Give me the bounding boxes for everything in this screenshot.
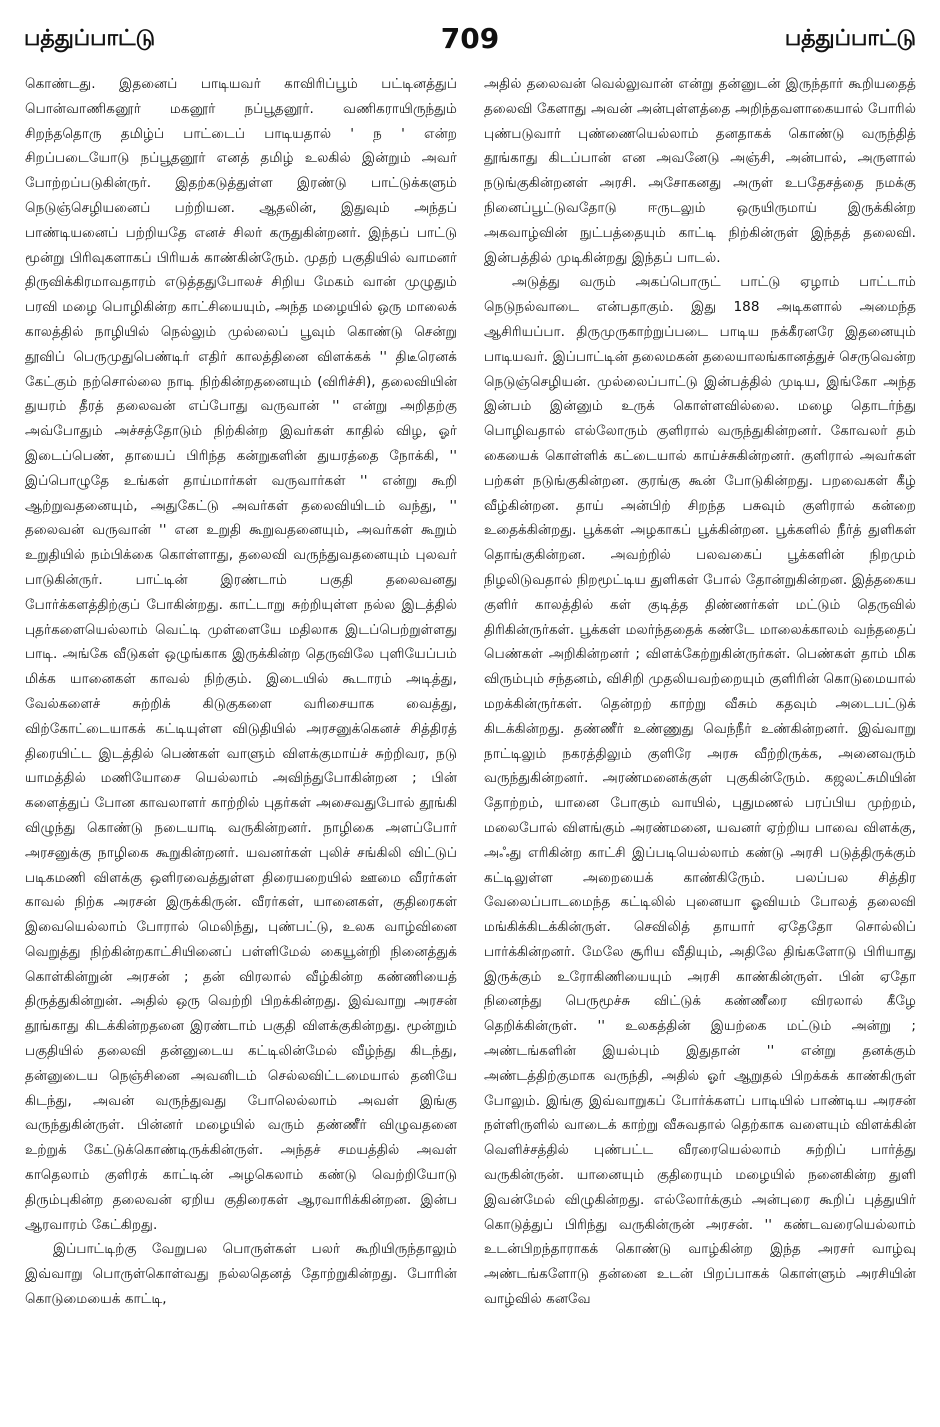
running-title-right: பத்துப்பாட்டு — [784, 26, 916, 51]
right-column — [484, 72, 916, 1312]
paragraph: கொண்டது. இதனைப் பாடியவர் காவிரிப்பூம் பட்டினத்துப் பொன்வாணிகனூர் மகனூர் நப்பூதனூர். வணிகராயிருந்தும் சிறந்ததொரு தமிழ்ப் பாட்டைப் பாடியதால் ' ந ' என்ற சிறப்படையோடு நப்பூதனூர் எனத் தமிழ் உலகில் இன்றும் அவர் போற்றப்படுகின்ருர். இதற்கடுத்துள்ள இரண்டு பாட்டுக்களும் நெடுஞ்செழியனைப் பற்றியன. ஆதலின், இதுவும் அந்தப் பாண்டியனைப் பற்றியதே எனச் சிலர் கருதுகின்றனர். இந்தப் பாட்டு மூன்று பிரிவுகளாகப் பிரியக் காண்கின்ருேம். முதற் பகுதியில் வாமனர் திருவிக்கிரமாவதாரம் எடுத்ததுபோலச் சிறிய மேகம் வான் முழுதும் பரவி மழை பொழிகின்ற காட்சியையும், அந்த மழையில் ஒரு மாலைக் காலத்தில் நாழியில் நெல்லும் முல்லைப் பூவும் கொண்டு சென்று தூவிப் பெருமுதுபெண்டிர் எதிர் காலத்தினை விளக்கக் '' திடீரெனக் கேட்கும் நற்சொல்லை நாடி நிற்கின்றதனையும் (விரிச்சி), தலைவியின் துயரம் தீரத் தலைவன் எப்போது வருவான் '' என்று அறிதற்கு அவ்போதும் அச்சத்தோடும் நிற்கின்ற இவர்கள் காதில் விழ, ஓர் இடைப்பெண், தாயைப் பிரிந்த கன்றுகளின் துயரத்தை நோக்கி, '' இப்பொழுதே உங்கள் தாய்மார்கள் வருவார்கள் '' என்று கூறி ஆற்றுவதனையும், அதுகேட்டு அவர்கள் தலைவியிடம் வந்து, '' தலைவன் வருவான் '' என உறுதி கூறுவதனையும், அவர்கள் கூறும் உறுதியில் நம்பிக்கை கொள்ளாது, தலைவி வருந்துவதனையும் புலவர் பாடுகின்ருர். பாட்டின் இரண்டாம் பகுதி தலைவனது போர்க்களத்திற்குப் போகின்றது. காட்டாறு சுற்றியுள்ள நல்ல இடத்தில் புதர்களையெல்லாம் வெட்டி முள்ளையே மதிலாக இடப்பெற்றுள்ளது பாடி. அங்கே வீடுகள் ஒழுங்காக இருக்கின்ற தெருவிலே புளியேப்பம் மிக்க யானைகள் காவல் நிற்கும். இடையில் கூடாரம் அடித்து, வேல்களைச் சுற்றிக் கிடுகுகளை வரிசையாக வைத்து, விற்கோட்டையாகக் கட்டியுள்ள விடுதியில் அரசனுக்கெனச் சித்திரத் திரையிட்ட இடத்தில் பெண்கள் வாளும் விளக்குமாய்ச் சுற்றிவர, நடு யாமத்தில் மணியோசை யெல்லாம் அவிந்துபோகின்றன ; பின் களைத்துப் போன காவலாளர் காற்றில் புதர்கள் அசைவதுபோல் தூங்கி விழுந்து கொண்டு நடையாடி வருகின்றனர். நாழிகை அளப்போர் அரசனுக்கு நாழிகை கூறுகின்றனர். யவனர்கள் புலிச் சங்கிலி விட்டுப் படிகமணி விளக்கு ஒளிரவைத்துள்ள திரையறையில் ஊமை வீரர்கள் காவல் நிற்க அரசன் இருக்கிருன். வீரர்கள், யானைகள், குதிரைகள் இவையெல்லாம் போரால் மெலிந்து, புண்பட்டு, உலக வாழ்வினை வெறுத்து நிற்கின்றகாட்சியினைப் பள்ளிமேல் கையூன்றி நினைத்துக் கொள்கின்றுன் அரசன் ; தன் விரலால் வீழ்கின்ற கண்ணியைத் திருத்துகின்றுன். அதில் ஒரு வெற்றி பிறக்கின்றது. இவ்வாறு அரசன் தூங்காது கிடக்கின்றதனை இரண்டாம் பகுதி விளக்குகின்றது. மூன்றும் பகுதியில் தலைவி தன்னுடைய கட்டிலின்மேல் வீழ்ந்து கிடந்து, தன்னுடைய நெஞ்சினை அவனிடம் செல்லவிட்டமையால் தனியே கிடந்து, அவன் வருந்துவது போலெல்லாம் அவள் இங்கு வருந்துகின்ருள். பின்னர் மழையில் வரும் தண்ணீர் விழுவதனை உற்றுக் கேட்டுக்கொண்டிருக்கின்ருள். அந்தச் சமயத்தில் அவள் காதெலாம் குளிரக் காட்டின் அழகெலாம் கண்டு வெற்றியோடு திரும்புகின்ற தலைவன் ஏறிய குதிரைகள் ஆரவாரிக்கின்றன. இன்ப ஆரவாரம் கேட்கிறது. — [25, 76, 457, 1233]
paragraph: அடுத்து வரும் அகப்பொருட் பாட்டு ஏழாம் பாட்டாம் நெடுநல்வாடை என்பதாகும். இது 188 அடிகளால் அமைந்த ஆசிரியப்பா. திருமுருகாற்றுப்படை பாடிய நக்கீரனரே இதனையும் பாடியவர். இப்பாட்டின் தலைமகன் தலையாலங்கானத்துச் செருவென்ற நெடுஞ்செழியன். முல்லைப்பாட்டு இன்பத்தில் முடிய, இங்கோ அந்த இன்பம் இன்னும் உருக் கொள்ளவில்லை. மழை தொடர்ந்து பொழிவதால் எல்லோரும் குளிரால் வருந்துகின்றனர். கோவலர் தம் கையைக் கொள்ளிக் கட்டையால் காய்ச்சுகின்றனர். குளிரால் அவர்கள் பற்கள் நடுங்குகின்றன. குரங்கு கூன் போடுகின்றது. பறவைகள் கீழ் வீழ்கின்றன. தாய் அன்பிற் சிறந்த பசுவும் குளிரால் கன்றை உதைக்கின்றது. பூக்கள் அழகாகப் பூக்கின்றன. பூக்களில் நீர்த் துளிகள் தொங்குகின்றன. அவற்றில் பலவகைப் பூக்களின் நிறமும் நிழலிடுவதால் நிறமூட்டிய துளிகள் போல் தோன்றுகின்றன. இத்தகைய குளிர் காலத்தில் கள் குடித்த திண்ணர்கள் மட்டும் தெருவில் திரிகின்ருர்கள். பூக்கள் மலர்ந்ததைக் கண்டே மாலைக்காலம் வந்ததைப் பெண்கள் அறிகின்றனர் ; விளக்கேற்றுகின்ருர்கள். பெண்கள் தாம் மிக விரும்பும் சந்தனம், விசிறி முதலியவற்றையும் குளிரின் கொடுமையால் மறக்கின்ருர்கள். தென்றற் காற்று வீசும் கதவும் அடைபட்டுக் கிடக்கின்றது. தண்ணீர் உண்ணுது வெந்நீர் உண்கின்றனர். இவ்வாறு நாட்டிலும் நகரத்திலும் குளிரே அரசு வீற்றிருக்க, அனைவரும் வருந்துகின்றனர். அரண்மனைக்குள் புகுகின்ருேம். கஜலட்சுமியின் தோற்றம், யானை போகும் வாயில், புதுமணல் பரப்பிய முற்றம், மலைபோல் விளங்கும் அரண்மனை, யவனர் ஏற்றிய பாவை விளக்கு, அஃது எரிகின்ற காட்சி இப்படியெல்லாம் கண்டு அரசி படுத்திருக்கும் கட்டிலுள்ள அறையைக் காண்கிருேம். பலப்பல சித்திர வேலைப்பாடமைந்த கட்டிலில் புனையா ஓவியம் போலத் தலைவி மங்கிக்கிடக்கின்ருள். செவிலித் தாயார் ஏதேதோ சொல்லிப் பார்க்கின்றனர். மேலே சூரிய வீதியும், அதிலே திங்களோடு பிரியாது இருக்கும் உரோகிணியையும் அரசி காண்கின்ருள். பின் ஏதோ நினைந்து பெருமூச்சு விட்டுக் கண்ணீரை விரலால் கீழே தெறிக்கின்ருள். '' உலகத்தின் இயற்கை மட்டும் அன்று ; அண்டங்களின் இயல்பும் இதுதான் '' என்று தனக்கும் அண்டத்திற்குமாக வருந்தி, அதில் ஓர் ஆறுதல் பிறக்கக் காண்கிருள் போலும். இங்கு இவ்வாறுகப் போர்க்களப் பாடியில் பாண்டிய அரசன் நள்ளிருளில் வாடைக் காற்று வீசுவதால் தெற்காக வளையும் விளக்கின் வெளிச்சத்தில் புண்பட்ட வீரரையெல்லாம் சுற்றிப் பார்த்து வருகின்ருன். யானையும் குதிரையும் மழையில் நனைகின்ற துளி இவன்மேல் விழுகின்றது. எல்லோர்க்கும் அன்புரை கூறிப் புத்துயிர் கொடுத்துப் பிரிந்து வருகின்ருன் அரசன். '' கண்டவரையெல்லாம் உடன்பிறந்தாராகக் கொண்டு வாழ்கின்ற இந்த அரசர் வாழ்வு அண்டங்களோடு தன்னை உடன் பிறப்பாகக் கொள்ளும் அரசியின் வாழ்வில் கனவே — [484, 274, 916, 1308]
paragraph: இப்பாட்டிற்கு வேறுபல பொருள்கள் பலர் கூறியிருந்தாலும் இவ்வாறு பொருள்கொள்வது நல்லதெனத் தோற்றுகின்றது. போரின் கொடுமையைக் காட்டி, — [25, 1241, 457, 1308]
page-header — [24, 20, 916, 60]
paragraph: அதில் தலைவன் வெல்லுவான் என்று தன்னுடன் இருந்தார் கூறியதைத் தலைவி கேளாது அவன் அன்புள்ளத்தை அறிந்தவளாகையால் போரில் புண்படுவார் புண்ணையெல்லாம் தனதாகக் கொண்டு வருந்தித் தூங்காது கிடப்பான் என அவனேடு அஞ்சி, அன்பால், அருளால் நடுங்குகின்றனள் அரசி. அசோகனது அருள் உபதேசத்தை நமக்கு நினைப்பூட்டுவதோடு ஈருடலும் ஒருயிருமாய் இருக்கின்ற அகவாழ்வின் நுட்பத்தையும் காட்டி நிற்கின்ருள் இந்தத் தலைவி. இன்பத்தில் முடிகின்றது இந்தப் பாடல். — [484, 76, 916, 266]
left-column — [25, 72, 457, 1312]
running-title-left: பத்துப்பாட்டு — [24, 26, 156, 51]
page-number: 709 — [440, 22, 500, 55]
